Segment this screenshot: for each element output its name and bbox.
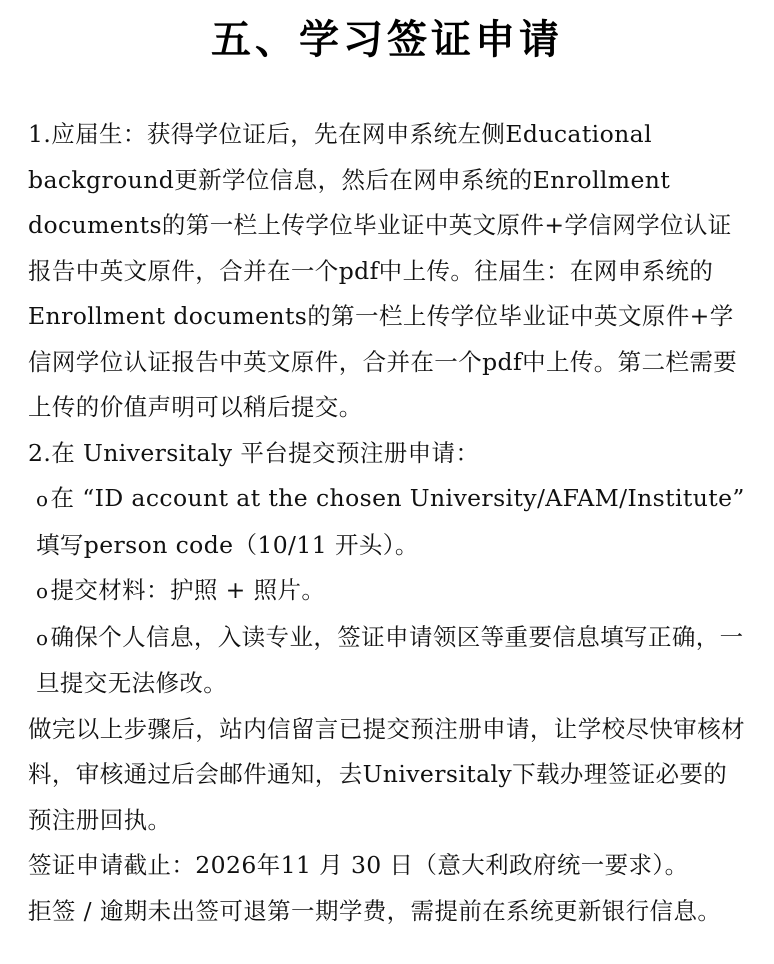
paragraph-after-steps: 做完以上步骤后，站内信留言已提交预注册申请，让学校尽快审核材料，审核通过后会邮件通知，去Universitaly下载办理签证必要的预注册回执。: [28, 714, 745, 834]
bullet-item-materials: [28, 568, 746, 615]
document-body: [28, 112, 746, 934]
bullet-text: 确保个人信息，入读专业，签证申请领区等重要信息填写正确，一旦提交无法修改。: [36, 622, 744, 697]
paragraph-step-2: 2.在 Universitaly 平台提交预注册申请：: [28, 438, 480, 467]
page-title: 五、学习签证申请: [211, 17, 563, 63]
paragraph-refund: 拒签 / 逾期未出签可退第一期学费，需提前在系统更新银行信息。: [28, 896, 722, 925]
paragraph-step-1: 1.应届生：获得学位证后，先在网申系统左侧Educational background更新学位信息，然后在网申系统的Enrollment documents的第一栏上传学位毕业证中英文原件+学信网学位认证报告中英文原件，合并在一个pdf中上传。往届生：在网申系统的Enrollment documents的第一栏上传学位毕业证中英文原件+学信网学位认证报告中英文原件，合并在一个pdf中上传。第二栏需要上传的价值声明可以稍后提交。: [28, 120, 738, 421]
paragraph-deadline: 签证申请截止：2026年11 月 30 日（意大利政府统一要求）。: [28, 851, 689, 879]
bullet-icon: o: [36, 625, 49, 650]
bullet-icon: o: [36, 487, 49, 511]
bullet-text: 在 “ID account at the chosen University/AFAM/Institute” 填写person code（10/11 开头）。: [36, 484, 745, 559]
bullet-text: 提交材料：护照 + 照片。: [50, 576, 326, 604]
bullet-icon: o: [36, 579, 49, 603]
bullet-item-verify-info: [28, 615, 746, 707]
bullet-item-id-account: [28, 476, 746, 568]
